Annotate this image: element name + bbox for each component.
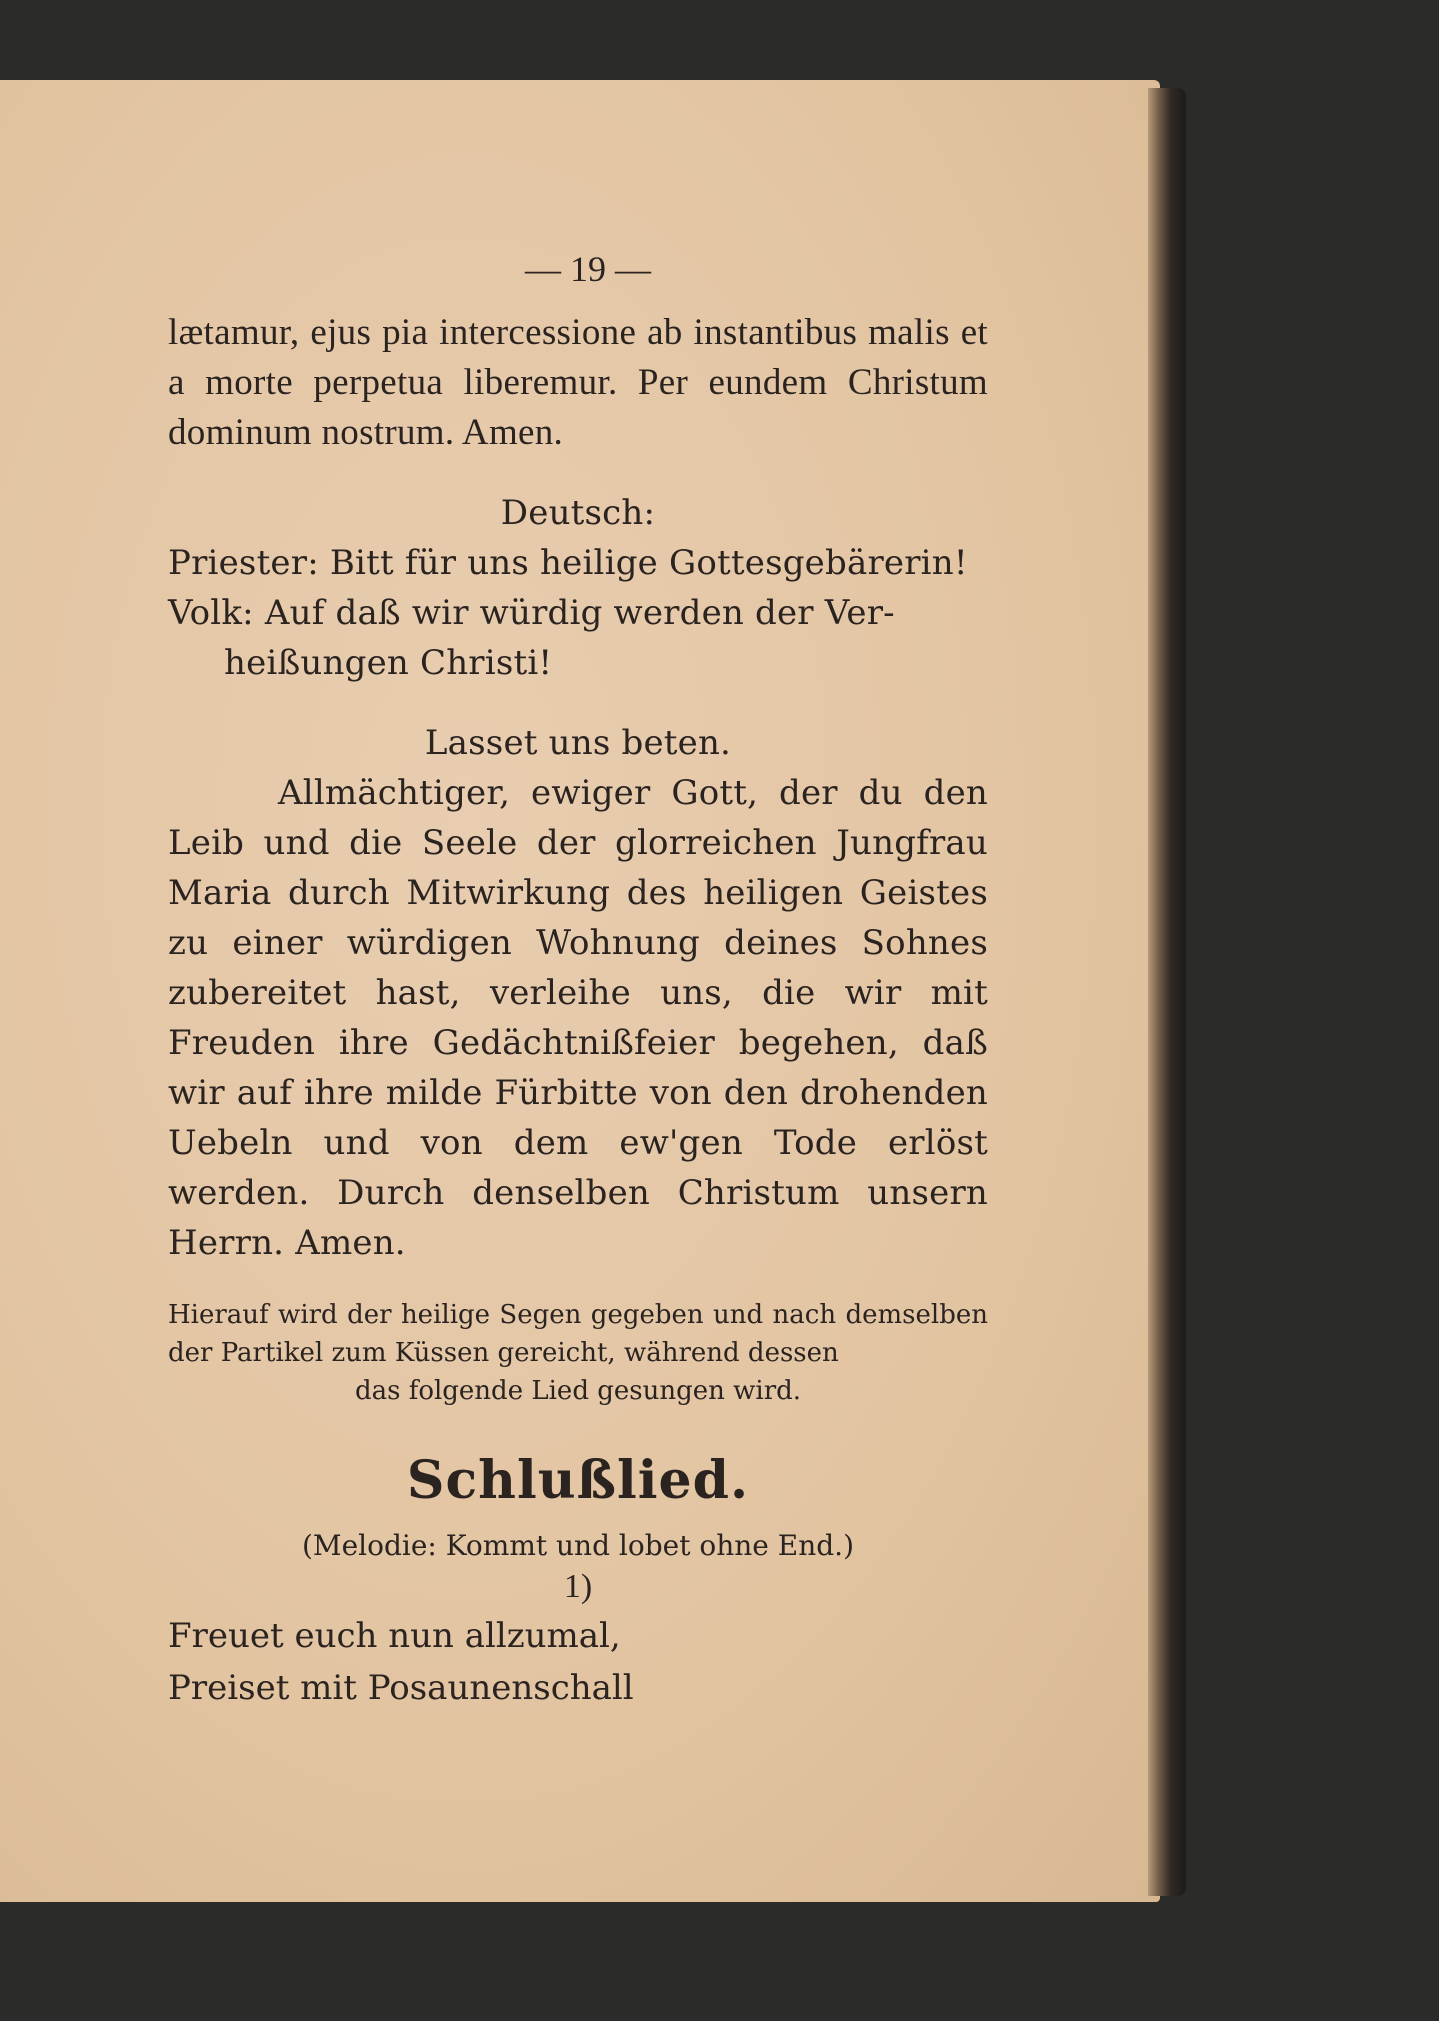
latin-paragraph: lætamur, ejus pia intercessione ab instantibus malis et a morte perpetua liberemur. Per eundem Christum dominum nostrum. Amen. [168, 312, 988, 453]
prayer-paragraph: Allmächtiger, ewiger Gott, der du den Leib und die Seele der glorreichen Jungfrau Maria durch Mitwirkung des heiligen Geistes zu einer würdigen Wohnung deines Sohnes zubereitet hast, verleihe uns, die wir mit Freuden ihre Gedächtnißfeier begehen, daß wir auf ihre milde Fürbitte von den drohenden Uebeln und von dem ew'gen Tode erlöst werden. Durch denselben Christum unsern Herrn. Amen. [168, 773, 988, 1263]
rubric-last: das folgende Lied gesungen wird. [354, 1376, 802, 1406]
book-spine [1148, 88, 1186, 1896]
rubric-main: Hierauf wird der heilige Segen gegeben und nach demselben der Partikel zum Küssen gereicht, während dessen [168, 1300, 988, 1368]
stanza-number: 1) [563, 1568, 593, 1605]
page-text-block [168, 248, 988, 1714]
volk-line-1: Volk: Auf daß wir würdig werden der Ver- [168, 593, 895, 633]
priester-line: Priester: Bitt für uns heilige Gottesgebärerin! [168, 543, 968, 583]
verse-line-1: Freuet euch nun allzumal, [168, 1616, 621, 1656]
volk-line-2: heißungen Christi! [224, 643, 553, 683]
deutsch-heading: Deutsch: [500, 493, 656, 533]
song-title: Schlußlied. [406, 1450, 750, 1511]
rubric [168, 1296, 988, 1410]
verse-line-2: Preiset mit Posaunenschall [168, 1668, 634, 1708]
melody-note: (Melodie: Kommt und lobet ohne End.) [301, 1529, 854, 1562]
lasset-heading: Lasset uns beten. [424, 723, 732, 763]
page-number: — 19 — [525, 249, 651, 289]
